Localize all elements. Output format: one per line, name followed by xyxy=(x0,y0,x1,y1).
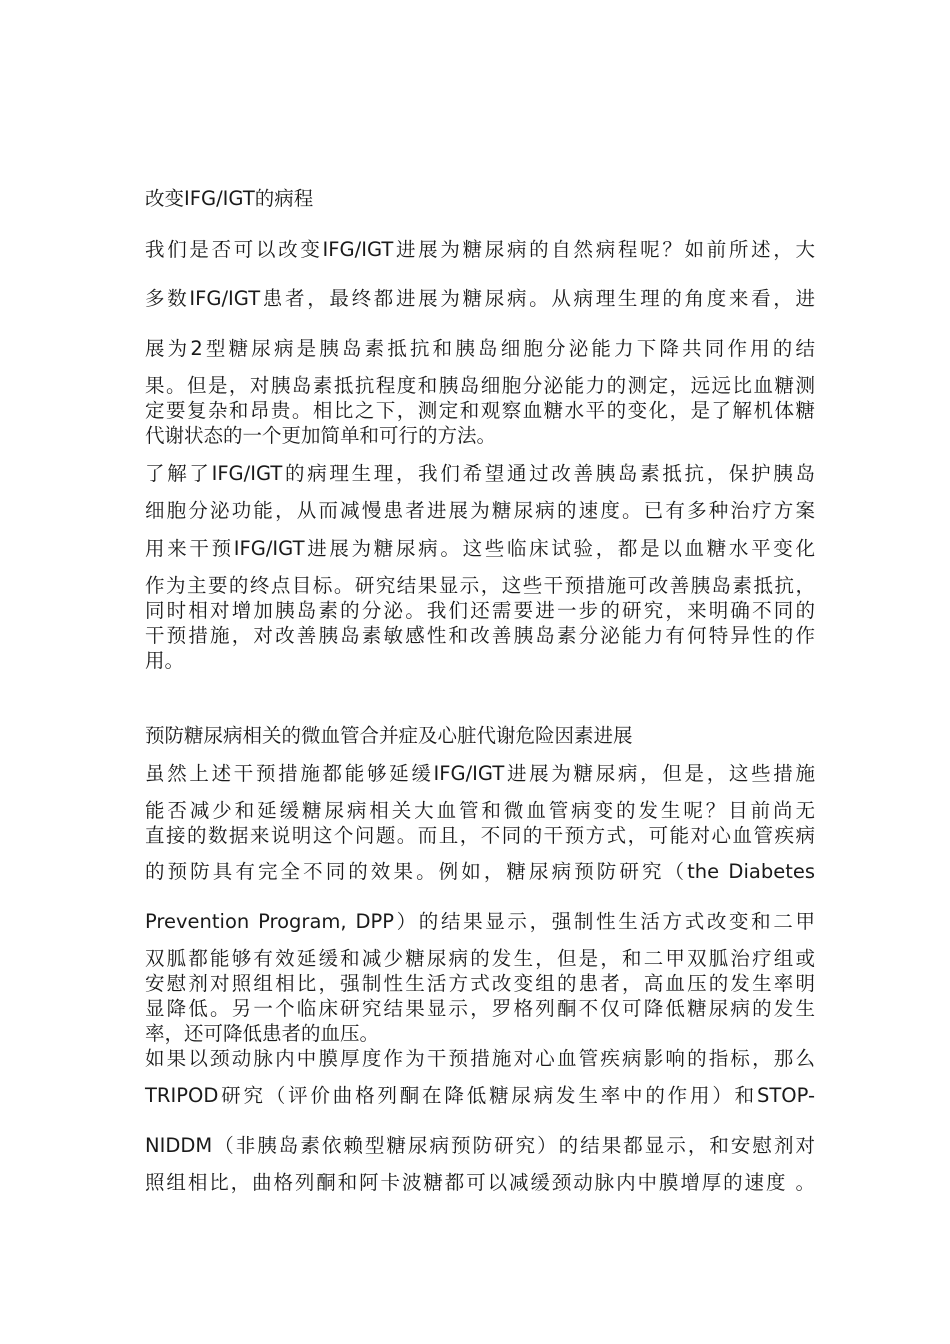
paragraph-line: 直接的数据来说明这个问题。而且，不同的干预方式，可能对心血管疾病 xyxy=(145,824,815,847)
paragraph-line: 虽然上述干预措施都能够延缓IFG/IGT进展为糖尿病，但是，这些措施 xyxy=(145,762,815,785)
paragraph-line: 我们是否可以改变IFG/IGT进展为糖尿病的自然病程呢？如前所述，大 xyxy=(145,238,815,261)
section-1-title: 改变IFG/IGT的病程 xyxy=(145,187,314,210)
paragraph-line: 同时相对增加胰岛素的分泌。我们还需要进一步的研究，来明确不同的 xyxy=(145,599,815,622)
paragraph-line: 果。但是，对胰岛素抵抗程度和胰岛细胞分泌能力的测定，远远比血糖测 xyxy=(145,374,815,397)
paragraph-line: 干预措施，对改善胰岛素敏感性和改善胰岛素分泌能力有何特异性的作 xyxy=(145,624,815,647)
paragraph-line: NIDDM（非胰岛素依赖型糖尿病预防研究）的结果都显示，和安慰剂对 xyxy=(145,1134,815,1157)
paragraph-line: 如果以颈动脉内中膜厚度作为干预措施对心血管疾病影响的指标，那么 xyxy=(145,1047,815,1070)
paragraph-line: 展为2型糖尿病是胰岛素抵抗和胰岛细胞分泌能力下降共同作用的结 xyxy=(145,337,815,360)
paragraph-line: Prevention Program, DPP）的结果显示，强制性生活方式改变和二甲 xyxy=(145,910,815,933)
paragraph-line: 率，还可降低患者的血压。 xyxy=(145,1022,380,1045)
paragraph-line: 定要复杂和昂贵。相比之下，测定和观察血糖水平的变化，是了解机体糖 xyxy=(145,399,815,422)
paragraph-line: 用来干预IFG/IGT进展为糖尿病。这些临床试验，都是以血糖水平变化 xyxy=(145,537,815,560)
paragraph-line: 显降低。另一个临床研究结果显示，罗格列酮不仅可降低糖尿病的发生 xyxy=(145,997,815,1020)
paragraph-line: 了解了IFG/IGT的病理生理，我们希望通过改善胰岛素抵抗，保护胰岛 xyxy=(145,462,815,485)
paragraph-line: 能否减少和延缓糖尿病相关大血管和微血管病变的发生呢？目前尚无 xyxy=(145,799,815,822)
paragraph-line: 作为主要的终点目标。研究结果显示，这些干预措施可改善胰岛素抵抗， xyxy=(145,574,815,597)
paragraph-line: 照组相比，曲格列酮和阿卡波糖都可以减缓颈动脉内中膜增厚的速度 。 xyxy=(145,1171,815,1194)
paragraph-line: 多数IFG/IGT患者，最终都进展为糖尿病。从病理生理的角度来看，进 xyxy=(145,287,815,310)
paragraph-line: 安慰剂对照组相比，强制性生活方式改变组的患者，高血压的发生率明 xyxy=(145,972,815,995)
paragraph-line: TRIPOD研究（评价曲格列酮在降低糖尿病发生率中的作用）和STOP- xyxy=(145,1084,815,1107)
paragraph-line: 双胍都能够有效延缓和减少糖尿病的发生，但是，和二甲双胍治疗组或 xyxy=(145,947,815,970)
section-2-title: 预防糖尿病相关的微血管合并症及心脏代谢危险因素进展 xyxy=(145,724,633,747)
paragraph-line: 细胞分泌功能，从而减慢患者进展为糖尿病的速度。已有多种治疗方案 xyxy=(145,499,815,522)
paragraph-line: 代谢状态的一个更加简单和可行的方法。 xyxy=(145,424,497,447)
paragraph-line: 的预防具有完全不同的效果。例如，糖尿病预防研究（the Diabetes xyxy=(145,860,815,883)
paragraph-line: 用。 xyxy=(145,649,185,672)
